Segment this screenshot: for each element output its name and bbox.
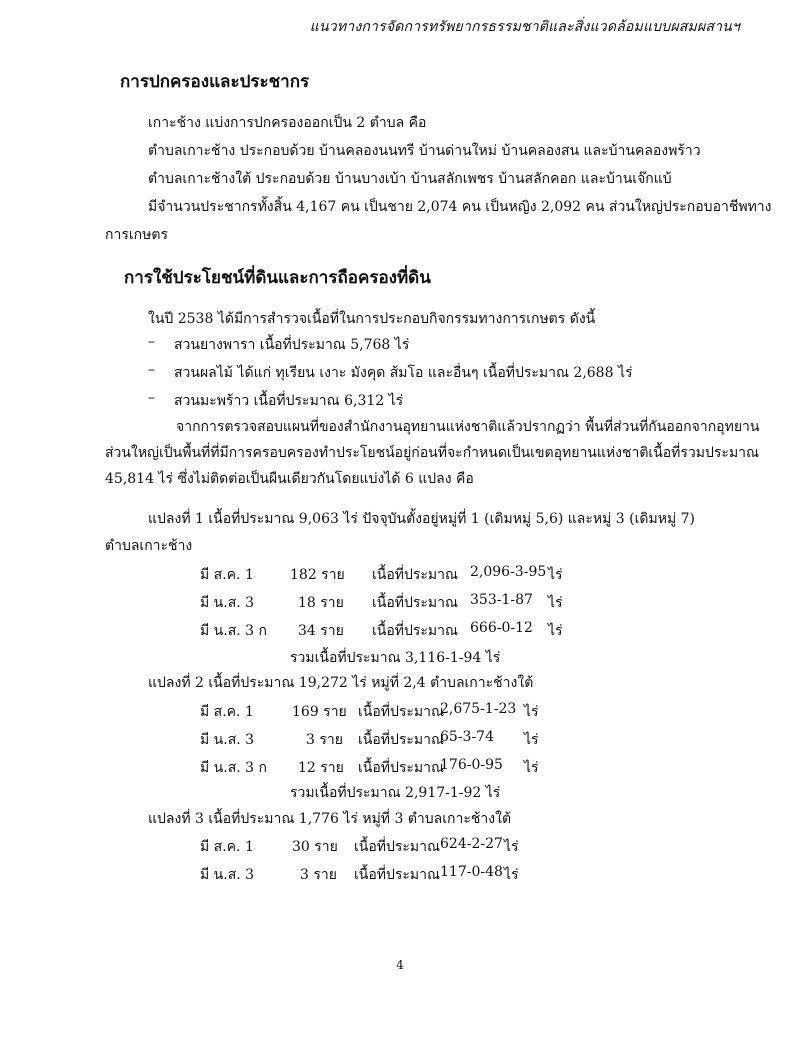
list-item: สวนมะพร้าว เนื้อที่ประมาณ 6,312 ไร่	[174, 393, 404, 409]
area-unit: ไร่	[524, 732, 539, 748]
area-label: เนื้อที่ประมาณ	[358, 760, 444, 776]
area-label: เนื้อที่ประมาณ	[358, 732, 444, 748]
paragraph-line: 45,814 ไร่ ซึ่งไม่ติดต่อเป็นผืนเดียวกันโดยแบ่งได้ 6 แปลง คือ	[105, 471, 474, 487]
intro-line: ในปี 2538 ได้มีการสำรวจเนื้อที่ในการประกอบกิจกรรมทางการเกษตร ดังนี้	[148, 311, 596, 327]
paragraph-line: ตำบลเกาะช้างใต้ ประกอบด้วย บ้านบางเบ้า บ้านสลักเพชร บ้านสลักคอก และบ้านเจ๊กแบ้	[148, 171, 672, 187]
area-label: เนื้อที่ประมาณ	[358, 704, 444, 720]
area-value: 353-1-87	[470, 592, 533, 608]
holding-type: มี ส.ค. 1	[200, 567, 254, 583]
area-label: เนื้อที่ประมาณ	[354, 867, 440, 883]
paragraph-line: การเกษตร	[105, 227, 168, 243]
plot-total: รวมเนื้อที่ประมาณ 2,917-1-92 ไร่	[290, 785, 501, 801]
holding-type: มี ส.ค. 1	[200, 704, 254, 720]
area-unit: ไร่	[548, 623, 563, 639]
running-header: แนวทางการจัดการทรัพยากรธรรมชาติและสิ่งแวดล้อมแบบผสมผสานฯ	[309, 19, 740, 35]
area-value: 117-0-48	[440, 864, 503, 880]
bullet-marker: –	[148, 334, 155, 350]
section-heading-governance: การปกครองและประชากร	[120, 72, 310, 92]
holding-type: มี น.ส. 3	[200, 595, 255, 611]
holder-count: 18 ราย	[298, 595, 344, 611]
area-unit: ไร่	[524, 704, 539, 720]
paragraph-line: เกาะช้าง แบ่งการปกครองออกเป็น 2 ตำบล คือ	[148, 115, 427, 131]
holding-type: มี ส.ค. 1	[200, 839, 254, 855]
area-unit: ไร่	[504, 867, 519, 883]
bullet-marker: –	[148, 362, 155, 378]
holding-type: มี น.ส. 3 ก	[200, 760, 267, 776]
area-value: 2,096-3-95	[470, 564, 547, 580]
bullet-marker: –	[148, 390, 155, 406]
area-value: 176-0-95	[440, 757, 503, 773]
plot-subheading: ตำบลเกาะช้าง	[105, 538, 193, 554]
area-label: เนื้อที่ประมาณ	[372, 595, 458, 611]
area-unit: ไร่	[524, 760, 539, 776]
paragraph-line: ตำบลเกาะช้าง ประกอบด้วย บ้านคลองนนทรี บ้านด่านใหม่ บ้านคลองสน และบ้านคลองพร้าว	[148, 143, 701, 159]
area-label: เนื้อที่ประมาณ	[372, 623, 458, 639]
page-number: 4	[396, 958, 404, 972]
holder-count: 34 ราย	[298, 623, 344, 639]
holding-type: มี น.ส. 3	[200, 732, 255, 748]
area-unit: ไร่	[504, 839, 519, 855]
holder-count: 3 ราย	[300, 867, 337, 883]
holder-count: 182 ราย	[290, 567, 345, 583]
plot-heading: แปลงที่ 2 เนื้อที่ประมาณ 19,272 ไร่ หมู่ที่ 2,4 ตำบลเกาะช้างใต้	[148, 675, 534, 691]
plot-total: รวมเนื้อที่ประมาณ 3,116-1-94 ไร่	[290, 650, 501, 666]
plot-heading: แปลงที่ 3 เนื้อที่ประมาณ 1,776 ไร่ หมู่ที่ 3 ตำบลเกาะช้างใต้	[148, 811, 512, 827]
section-heading-land-use: การใช้ประโยชน์ที่ดินและการถือครองที่ดิน	[124, 268, 431, 288]
holding-type: มี น.ส. 3	[200, 867, 255, 883]
area-value: 666-0-12	[470, 620, 533, 636]
area-value: 624-2-27	[440, 836, 503, 852]
area-value: 2,675-1-23	[440, 701, 517, 717]
area-unit: ไร่	[548, 567, 563, 583]
paragraph-line: จากการตรวจสอบแผนที่ของสำนักงานอุทยานแห่งชาติแล้วปรากฏว่า พื้นที่ส่วนที่กันออกจากอุทยาน	[176, 419, 760, 435]
paragraph-line: ส่วนใหญ่เป็นพื้นที่ที่มีการครอบครองทำประโยชน์อยู่ก่อนที่จะกำหนดเป็นเขตอุทยานแห่งชาติเนื้อที่รวมประมาณ	[105, 445, 760, 461]
area-label: เนื้อที่ประมาณ	[354, 839, 440, 855]
area-value: 65-3-74	[440, 729, 494, 745]
plot-heading: แปลงที่ 1 เนื้อที่ประมาณ 9,063 ไร่ ปัจจุบันตั้งอยู่หมู่ที่ 1 (เดิมหมู่ 5,6) และหมู่ 3 (เดิมหมู่ 7)	[148, 511, 696, 527]
area-unit: ไร่	[548, 595, 563, 611]
holder-count: 30 ราย	[292, 839, 338, 855]
holder-count: 3 ราย	[306, 732, 343, 748]
paragraph-line: มีจำนวนประชากรทั้งสิ้น 4,167 คน เป็นชาย 2,074 คน เป็นหญิง 2,092 คน ส่วนใหญ่ประกอบอาชีพทาง	[148, 199, 772, 215]
list-item: สวนผลไม้ ได้แก่ ทุเรียน เงาะ มังคุด ส้มโอ และอื่นๆ เนื้อที่ประมาณ 2,688 ไร่	[174, 365, 633, 381]
area-label: เนื้อที่ประมาณ	[372, 567, 458, 583]
holding-type: มี น.ส. 3 ก	[200, 623, 267, 639]
list-item: สวนยางพารา เนื้อที่ประมาณ 5,768 ไร่	[174, 337, 410, 353]
holder-count: 12 ราย	[298, 760, 344, 776]
holder-count: 169 ราย	[292, 704, 347, 720]
